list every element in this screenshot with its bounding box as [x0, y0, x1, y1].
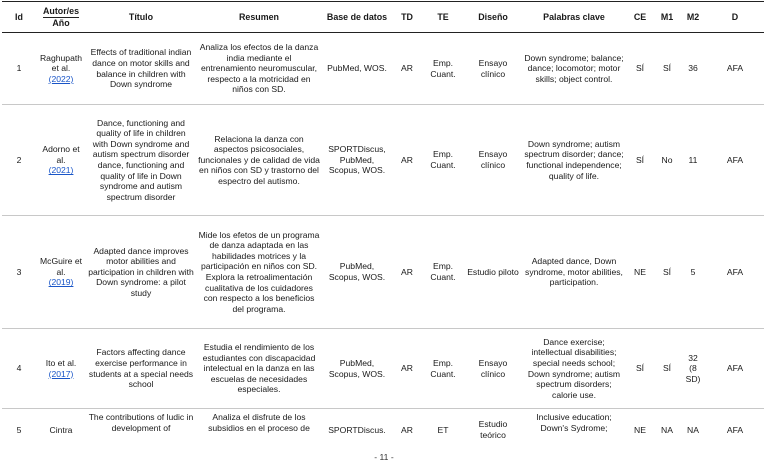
cell-title: Effects of traditional indian dance on motor skills and balance in children with Down syndrome: [86, 33, 196, 105]
cell-database: PubMed, Scopus, WOS.: [322, 329, 392, 409]
cell-ce: SÍ: [626, 105, 654, 216]
cell-title: Adapted dance improves motor abilities and participation in children with Down syndrome: a pilot study: [86, 216, 196, 329]
cell-td: AR: [392, 216, 422, 329]
cell-author: [36, 409, 86, 449]
table-row: [2, 33, 764, 105]
cell-m1: No: [654, 105, 680, 216]
cell-d: AFA: [726, 424, 744, 435]
header-database: Base de datos: [322, 2, 392, 33]
cell-keywords: Inclusive education; Down's Sydrome;: [536, 412, 612, 433]
author-name: Adorno et al.: [42, 144, 80, 165]
table-row: [2, 409, 764, 449]
cell-ce: SÍ: [626, 329, 654, 409]
author-name: McGuire et al.: [39, 256, 83, 277]
cell-title: Factors affecting dance exercise performance in students at a special needs school: [86, 329, 196, 409]
cell-keywords: Dance exercise; intellectual disabilities; special needs school; Down syndrome; autism spectrum disorders; calorie use.: [522, 329, 626, 409]
author-name: Raghupath et al.: [39, 52, 83, 74]
cell-summary: Relaciona la danza con aspectos psicosociales, funcionales y de calidad de vida en niños con SD y trastorno del espectro del autismo.: [196, 105, 322, 216]
author-name: Ito et al.: [45, 357, 77, 368]
cell-m1: NA: [661, 424, 673, 435]
header-title: Título: [86, 2, 196, 33]
header-d: D: [706, 2, 764, 33]
table-row: [2, 329, 764, 409]
cell-td: AR: [392, 329, 422, 409]
cell-summary: Mide los efetos de un programa de danza adaptada en las habilidades motrices y la participación en niños con SD. Explora la retroalimentación cualitativa de los cuidadores con respecto a los beneficios del programa.: [196, 216, 322, 329]
cell-d: AFA: [706, 216, 764, 329]
cell-summary: Estudia el rendimiento de los estudiantes con discapacidad intelectual en la danza en las escuelas de necesidades especiales.: [196, 329, 322, 409]
cell-design: Ensayo clínico: [464, 33, 522, 105]
cell-td: AR: [401, 424, 413, 435]
header-keywords: Palabras clave: [522, 2, 626, 33]
cell-summary: Analiza el disfrute de los subsidios en el proceso de: [208, 412, 310, 433]
cell-design: Ensayo clínico: [464, 329, 522, 409]
cell-keywords: Down syndrome; balance; dance; locomotor; motor skills; object control.: [522, 33, 626, 105]
cell-keywords: Down syndrome; autism spectrum disorder; dance; functional independence; quality of life.: [522, 105, 626, 216]
cell-ce: SÍ: [626, 33, 654, 105]
cell-design: Estudio teórico: [478, 419, 508, 440]
cell-td: AR: [392, 105, 422, 216]
cell-database: SPORTDiscus.: [328, 424, 386, 435]
year-link[interactable]: (2019): [48, 277, 74, 288]
cell-d: AFA: [706, 33, 764, 105]
header-ce: CE: [626, 2, 654, 33]
cell-d: AFA: [706, 105, 764, 216]
table-row: [2, 216, 764, 329]
cell-m1: SÍ: [654, 329, 680, 409]
cell-design: Estudio piloto: [464, 216, 522, 329]
cell-author: [36, 329, 86, 409]
header-summary: Resumen: [196, 2, 322, 33]
cell-ce: NE: [634, 424, 646, 435]
cell-design: Ensayo clínico: [464, 105, 522, 216]
cell-summary: Analiza los efectos de la danza india mediante el entrenamiento neuromuscular, respecto a la motricidad en niños con SD.: [196, 33, 322, 105]
year-link[interactable]: (2022): [48, 73, 74, 84]
cell-m2: 32 (8 SD): [680, 329, 706, 409]
cell-te: Emp. Cuant.: [422, 105, 464, 216]
cell-id: 3: [2, 216, 36, 329]
studies-table: [2, 2, 764, 448]
header-id: Id: [2, 2, 36, 33]
cell-database: PubMed, Scopus, WOS.: [322, 216, 392, 329]
cell-m1: SÍ: [654, 33, 680, 105]
page-number: - 11 -: [374, 452, 394, 462]
cell-m1: SÍ: [654, 216, 680, 329]
header-m1: M1: [654, 2, 680, 33]
author-name: Cintra: [49, 424, 73, 435]
cell-id: 2: [2, 105, 36, 216]
header-author-line2: Año: [52, 17, 70, 28]
cell-m2: NA: [687, 424, 699, 435]
cell-database: PubMed, WOS.: [322, 33, 392, 105]
header-m2: M2: [680, 2, 706, 33]
header-author: [36, 2, 86, 33]
table-row: [2, 105, 764, 216]
cell-id: 5: [16, 424, 22, 435]
header-te: TE: [422, 2, 464, 33]
cell-m2: 11: [680, 105, 706, 216]
year-link[interactable]: (2021): [48, 165, 74, 176]
table-header-row: [2, 2, 764, 33]
year-link[interactable]: (2017): [48, 368, 74, 379]
cell-td: AR: [392, 33, 422, 105]
cell-te: Emp. Cuant.: [422, 33, 464, 105]
header-author-line1: Autor/es: [43, 5, 79, 16]
cell-author: [36, 216, 86, 329]
header-design: Diseño: [464, 2, 522, 33]
cell-author: [36, 33, 86, 105]
cell-te: ET: [437, 424, 449, 435]
cell-m2: 5: [680, 216, 706, 329]
cell-id: 4: [2, 329, 36, 409]
cell-title: Dance, functioning and quality of life in children with Down syndrome and autism spectrum disorder dance, functioning and quality of life in Down syndrome and autism spectrum disorder: [86, 105, 196, 216]
cell-m2: 36: [680, 33, 706, 105]
cell-id: 1: [2, 33, 36, 105]
header-td: TD: [392, 2, 422, 33]
cell-title: The contributions of ludic in development of: [88, 412, 194, 433]
cell-ce: NE: [626, 216, 654, 329]
cell-te: Emp. Cuant.: [422, 329, 464, 409]
cell-te: Emp. Cuant.: [422, 216, 464, 329]
cell-database: SPORTDiscus, PubMed, Scopus, WOS.: [322, 105, 392, 216]
cell-author: [36, 105, 86, 216]
cell-keywords: Adapted dance, Down syndrome, motor abilities, participation.: [522, 216, 626, 329]
cell-d: AFA: [706, 329, 764, 409]
